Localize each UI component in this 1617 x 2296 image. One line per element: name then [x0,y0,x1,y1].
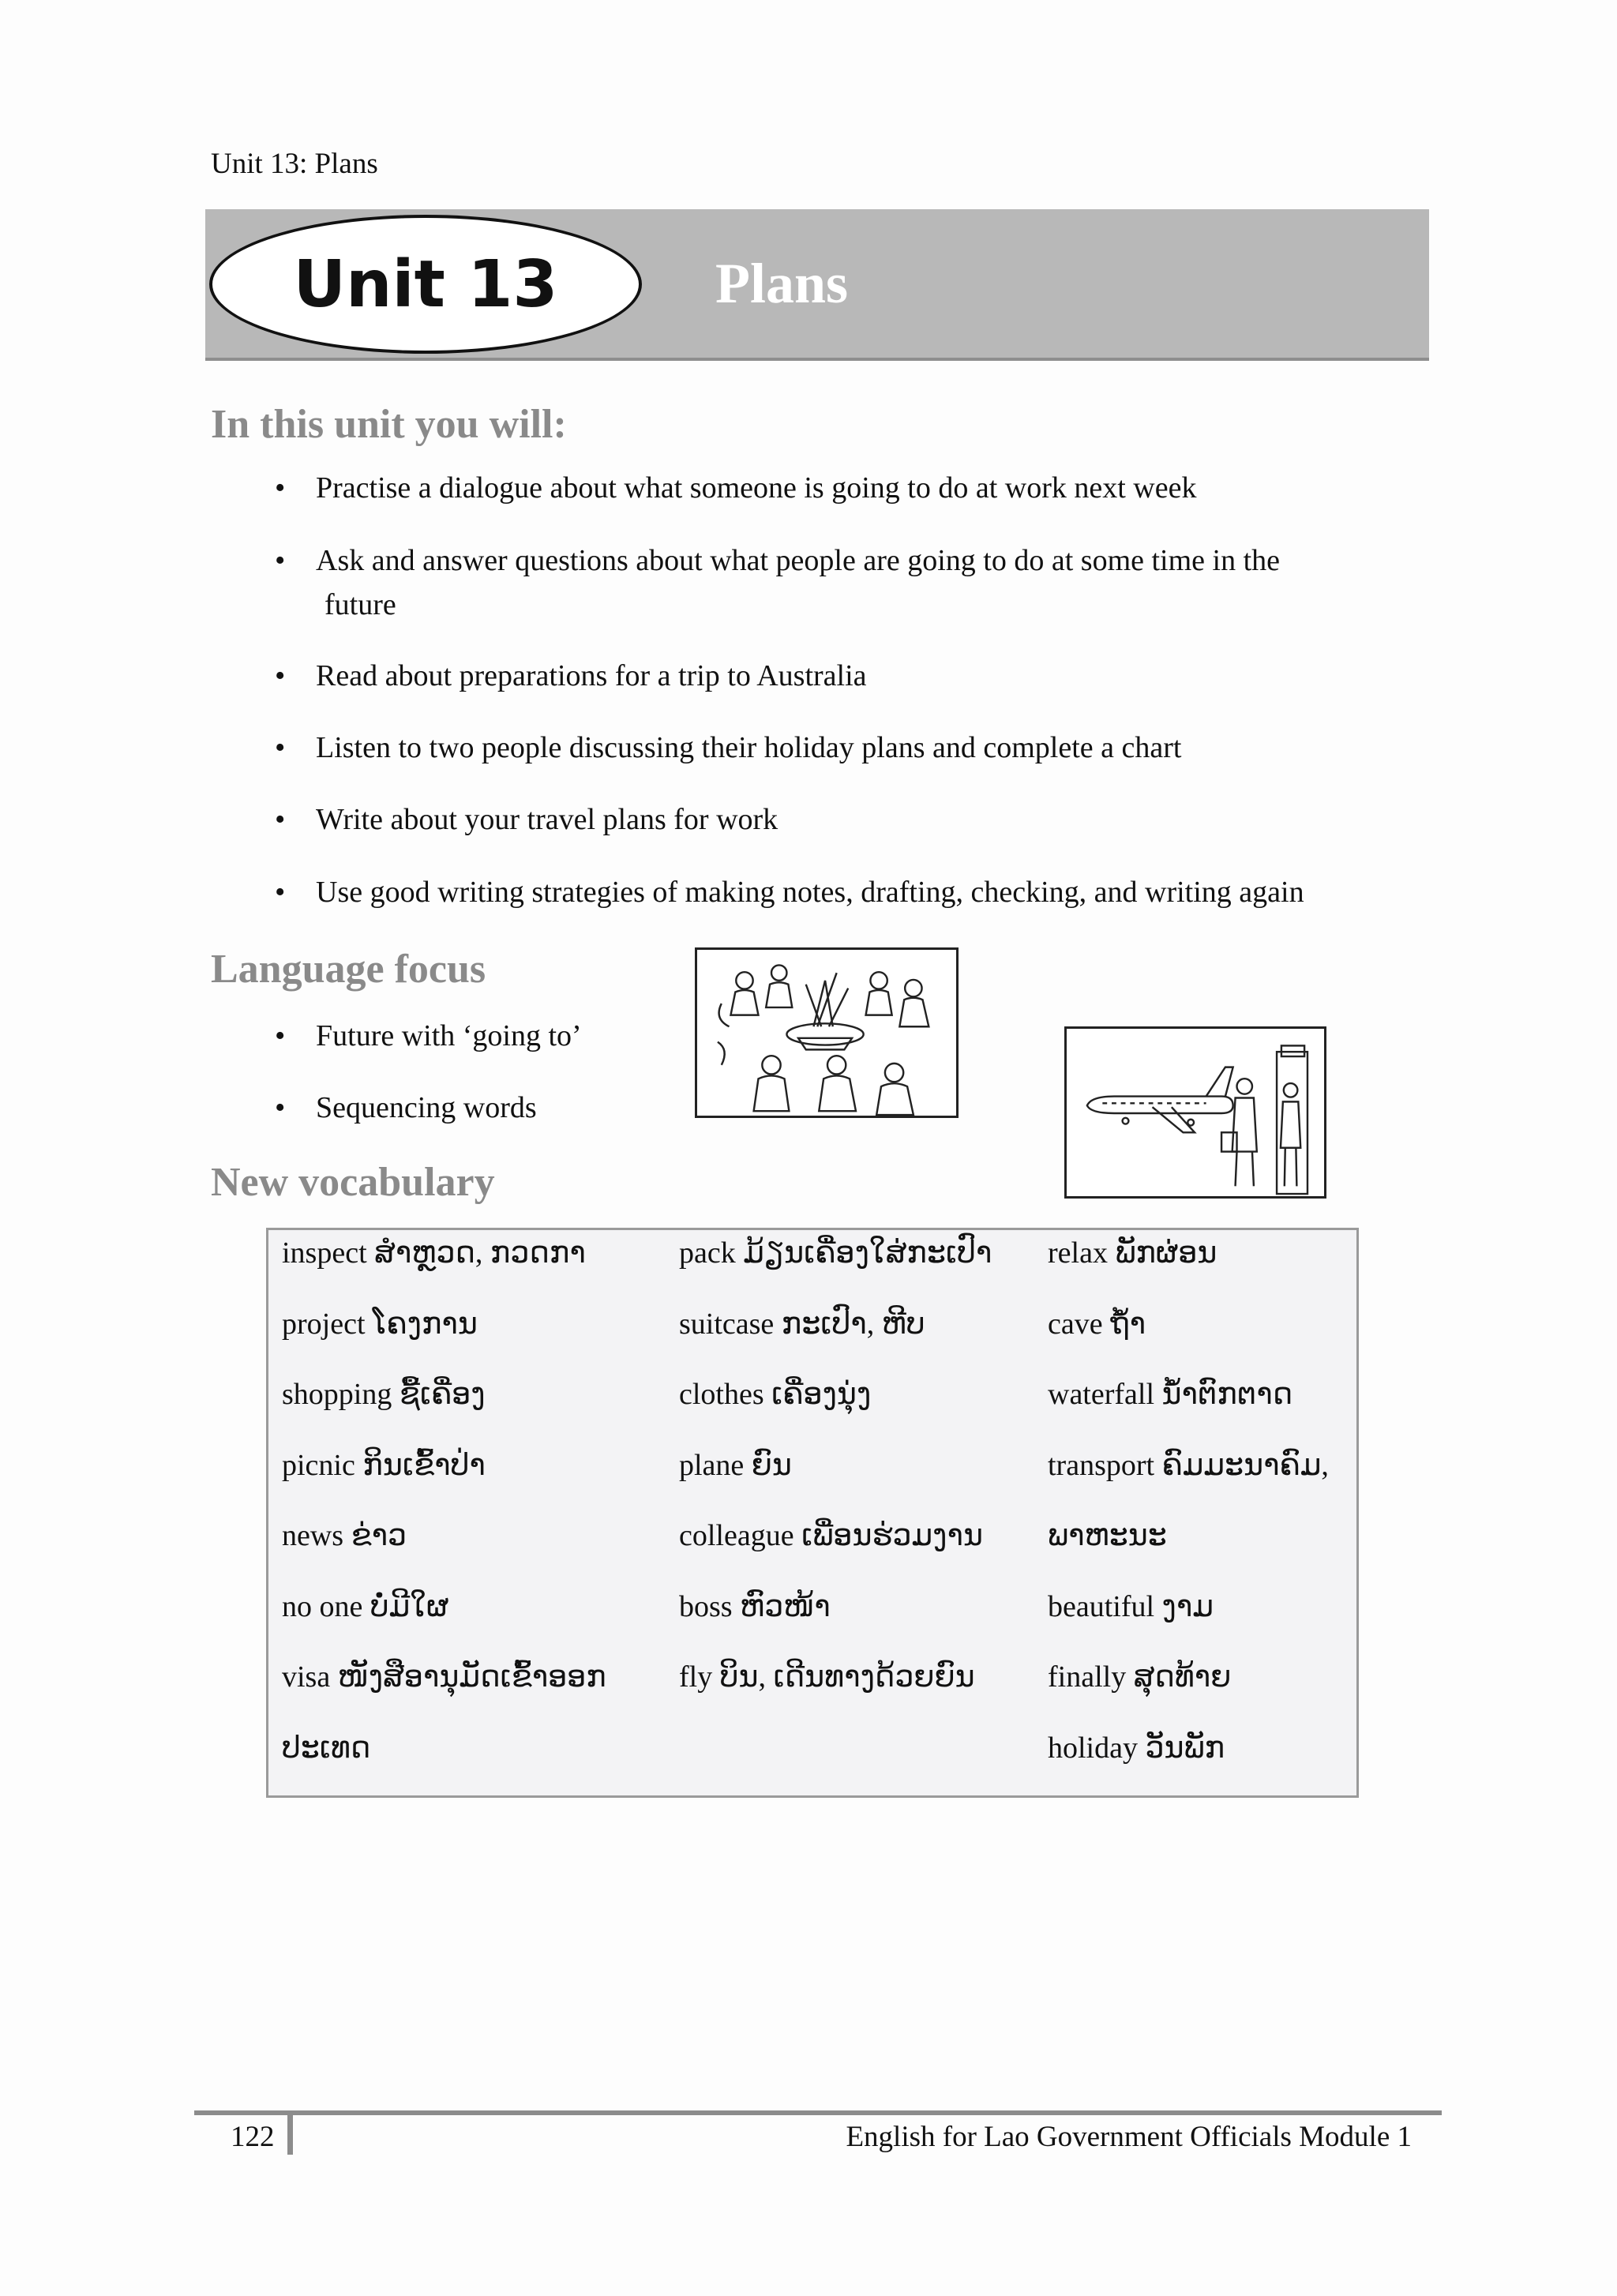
vocab-entry: project ໂຄງການ [282,1307,478,1341]
section-heading-objectives: In this unit you will: [211,402,567,447]
vocab-entry: clothes ເຄື່ອງນຸ່ງ [679,1378,872,1411]
vocab-entry: relax ພັກຜ່ອນ [1048,1236,1217,1270]
vocab-entry: no one ບໍ່ມີໃຜ [282,1590,449,1623]
vocab-entry: cave ຖໍ້າ [1048,1307,1146,1341]
footer-divider [287,2115,293,2155]
illustration-airport-plane [1064,1026,1326,1199]
vocab-entry: holiday ວັນພັກ [1048,1731,1225,1765]
vocab-entry: shopping ຊື້ເຄື່ອງ [282,1378,486,1411]
vocab-entry: news ຂ່າວ [282,1519,407,1552]
vocab-entry: picnic ກິນເຂົ້າປ່າ [282,1449,486,1482]
illustration-group-ceremony [695,947,959,1118]
unit-title: Plans [715,252,849,315]
vocab-entry: waterfall ນໍ້າຕົກຕາດ [1048,1378,1293,1411]
section-heading-vocabulary: New vocabulary [211,1160,495,1205]
footer-book-title: English for Lao Government Officials Module 1 [846,2121,1412,2153]
vocab-entry: visa ໜັງສືອານຸມັດເຂົ້າອອກ [282,1660,606,1694]
vocab-entry: fly ບິນ, ເດີນທາງດ້ວຍຍົນ [679,1660,975,1694]
vocab-entry: transport ຄົມມະນາຄົມ, [1048,1449,1329,1482]
vocab-entry: suitcase ກະເປົາ, ຫີບ [679,1307,925,1341]
vocab-entry: beautiful ງາມ [1048,1590,1214,1623]
vocab-entry: boss ຫົວໜ້າ [679,1590,831,1623]
running-head: Unit 13: Plans [211,148,378,180]
vocab-entry: plane ຍົນ [679,1449,792,1482]
footer-rule [194,2110,1442,2115]
page-number: 122 [231,2121,275,2153]
vocab-entry: pack ມ້ຽນເຄື່ອງໃສ່ກະເປົາ [679,1236,992,1270]
vocab-entry: ພາຫະນະ [1048,1519,1167,1552]
vocab-entry: ປະເທດ [282,1731,371,1765]
section-heading-language-focus: Language focus [211,947,486,992]
vocab-entry: colleague ເພື່ອນຮ່ວມງານ [679,1519,984,1552]
unit-number-oval [209,215,642,354]
vocab-entry: finally ສຸດທ້າຍ [1048,1660,1232,1694]
unit-number-label: Unit 13 [293,246,558,322]
vocabulary-table [266,1228,1359,1798]
vocab-entry: inspect ສຳຫຼວດ, ກວດກາ [282,1236,586,1270]
